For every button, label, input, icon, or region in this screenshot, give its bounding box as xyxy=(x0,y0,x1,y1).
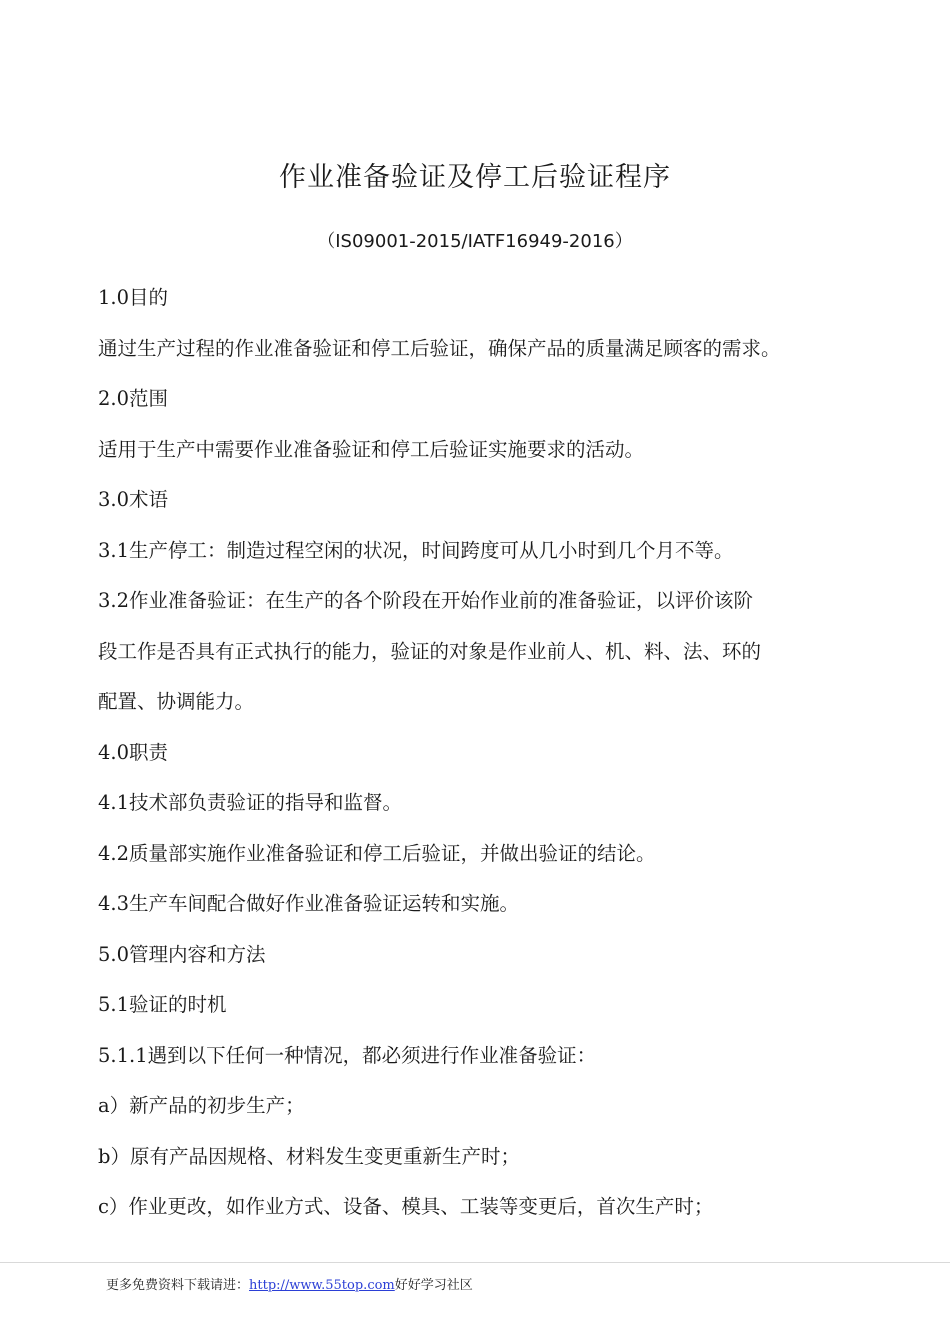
subsection-heading-timing: 5.1验证的时机 xyxy=(98,993,227,1016)
paragraph-term-3-2-line-2: 段工作是否具有正式执行的能力，验证的对象是作业前人、机、料、法、环的 xyxy=(98,640,762,663)
page-subtitle: （IS09001-2015/IATF16949-2016） xyxy=(317,231,633,252)
footer-suffix: 好好学习社区 xyxy=(394,1278,473,1293)
paragraph-term-3-2-line-1: 3.2作业准备验证：在生产的各个阶段在开始作业前的准备验证，以评价该阶 xyxy=(98,589,754,612)
section-heading-responsibilities: 4.0职责 xyxy=(98,741,169,764)
footer-link[interactable]: http://www.55top.com xyxy=(249,1278,395,1293)
paragraph-term-3-2-line-3: 配置、协调能力。 xyxy=(98,690,255,713)
section-heading-scope: 2.0范围 xyxy=(98,387,169,410)
footer-divider xyxy=(0,1262,950,1263)
paragraph-responsibility-4-3: 4.3生产车间配合做好作业准备验证运转和实施。 xyxy=(98,892,520,915)
section-heading-management: 5.0管理内容和方法 xyxy=(98,943,266,966)
footer-prefix: 更多免费资料下载请进： xyxy=(106,1278,250,1293)
paragraph-responsibility-4-2: 4.2质量部实施作业准备验证和停工后验证，并做出验证的结论。 xyxy=(98,842,656,865)
page-title: 作业准备验证及停工后验证程序 xyxy=(279,162,671,193)
paragraph-5-1-1: 5.1.1遇到以下任何一种情况，都必须进行作业准备验证： xyxy=(98,1044,597,1067)
footer xyxy=(106,1276,473,1296)
paragraph-scope: 适用于生产中需要作业准备验证和停工后验证实施要求的活动。 xyxy=(98,438,645,461)
section-heading-purpose: 1.0目的 xyxy=(98,286,169,309)
paragraph-purpose: 通过生产过程的作业准备验证和停工后验证，确保产品的质量满足顾客的需求。 xyxy=(98,337,781,360)
section-heading-terms: 3.0术语 xyxy=(98,488,169,511)
paragraph-responsibility-4-1: 4.1技术部负责验证的指导和监督。 xyxy=(98,791,403,814)
list-item-a: a）新产品的初步生产； xyxy=(98,1094,305,1117)
paragraph-term-3-1: 3.1生产停工：制造过程空闲的状况，时间跨度可从几小时到几个月不等。 xyxy=(98,539,734,562)
list-item-c: c）作业更改，如作业方式、设备、模具、工装等变更后，首次生产时； xyxy=(98,1195,714,1218)
list-item-b: b）原有产品因规格、材料发生变更重新生产时； xyxy=(98,1145,520,1168)
